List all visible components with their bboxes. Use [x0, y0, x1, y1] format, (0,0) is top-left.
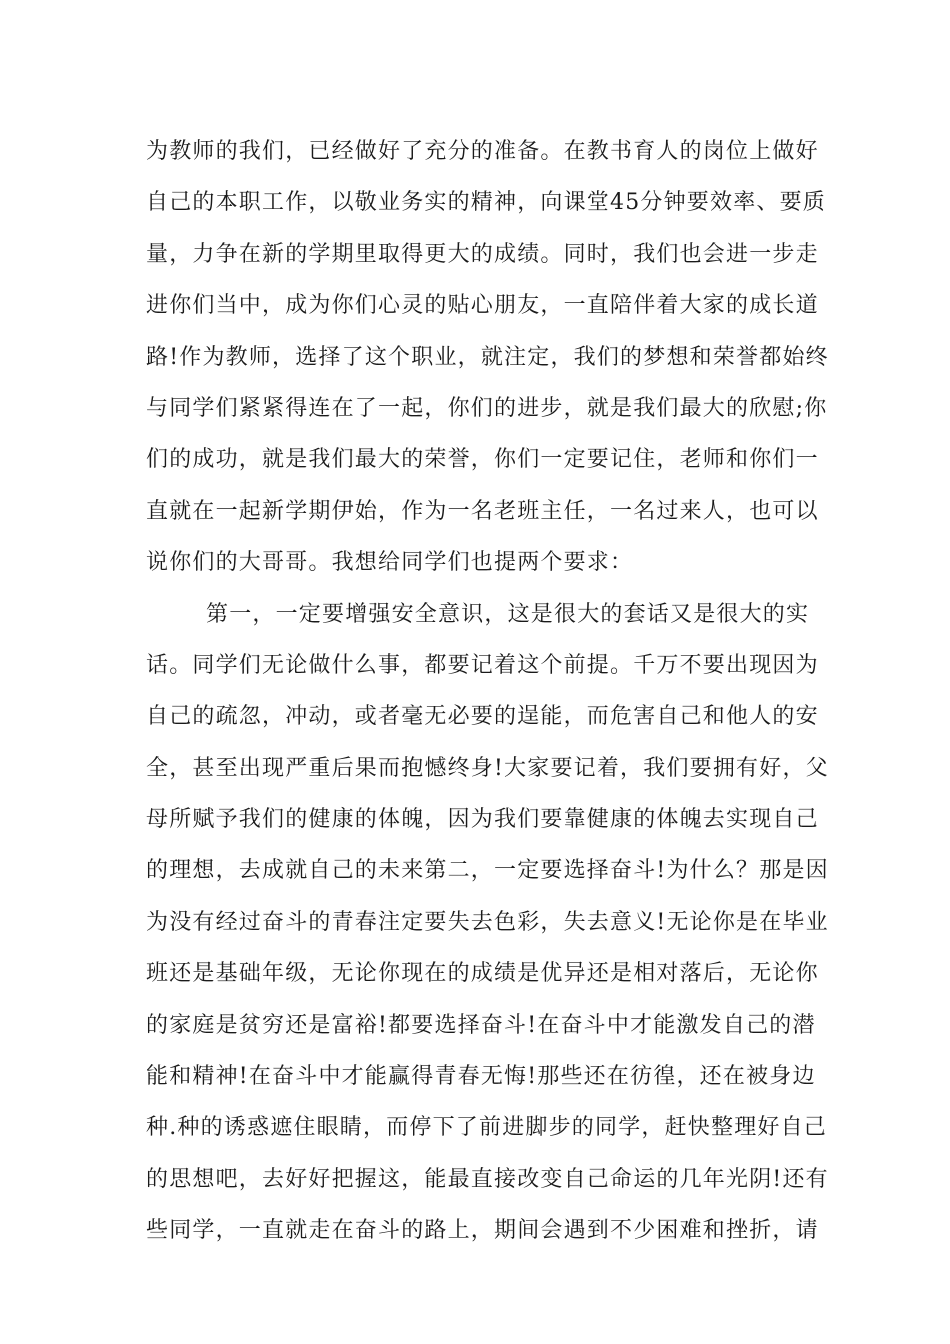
text-line: 话。同学们无论做什么事，都要记着这个前提。千万不要出现因为	[146, 652, 819, 678]
text-line: 量，力争在新的学期里取得更大的成绩。同时，我们也会进一步走	[146, 241, 819, 267]
text-line: 进你们当中，成为你们心灵的贴心朋友，一直陪伴着大家的成长道	[146, 293, 819, 319]
text-line: 自己的本职工作，以敬业务实的精神，向课堂45分钟要效率、要质	[146, 190, 826, 216]
text-line: 些同学，一直就走在奋斗的路上，期间会遇到不少困难和挫折，请	[146, 1218, 819, 1244]
text-line: 与同学们紧紧得连在了一起，你们的进步，就是我们最大的欣慰;你	[146, 395, 828, 421]
text-line: 直就在一起新学期伊始，作为一名老班主任，一名过来人，也可以	[146, 498, 819, 524]
body-text	[146, 126, 829, 1257]
text-line: 全，甚至出现严重后果而抱憾终身!大家要记着，我们要拥有好，父	[146, 755, 829, 781]
text-line: 为教师的我们，已经做好了充分的准备。在教书育人的岗位上做好	[146, 139, 819, 164]
text-line: 的家庭是贫穷还是富裕!都要选择奋斗!在奋斗中才能激发自己的潜	[146, 1012, 816, 1038]
text-line: 自己的疏忽，冲动，或者毫无必要的逞能，而危害自己和他人的安	[146, 704, 819, 730]
text-line: 们的成功，就是我们最大的荣誉，你们一定要记住，老师和你们一	[146, 447, 819, 473]
text-line: 能和精神!在奋斗中才能赢得青春无悔!那些还在彷徨，还在被身边	[146, 1064, 816, 1090]
text-line: 的理想，去成就自己的未来第二，一定要选择奋斗!为什么？那是因	[146, 858, 829, 884]
text-line: 的思想吧，去好好把握这，能最直接改变自己命运的几年光阴!还有	[146, 1166, 829, 1192]
text-line: 种.种的诱惑遮住眼睛，而停下了前进脚步的同学，赶快整理好自己	[146, 1115, 827, 1141]
paragraph-start-line: 第一，一定要增强安全意识，这是很大的套话又是很大的实	[206, 601, 810, 627]
text-line: 说你们的大哥哥。我想给同学们也提两个要求：	[146, 550, 634, 576]
text-line: 路!作为教师，选择了这个职业，就注定，我们的梦想和荣誉都始终	[146, 344, 829, 370]
text-line: 母所赋予我们的健康的体魄，因为我们要靠健康的体魄去实现自己	[146, 807, 819, 833]
text-line: 为没有经过奋斗的青春注定要失去色彩，失去意义!无论你是在毕业	[146, 909, 829, 935]
text-line: 班还是基础年级，无论你现在的成绩是优异还是相对落后，无论你	[146, 961, 819, 987]
